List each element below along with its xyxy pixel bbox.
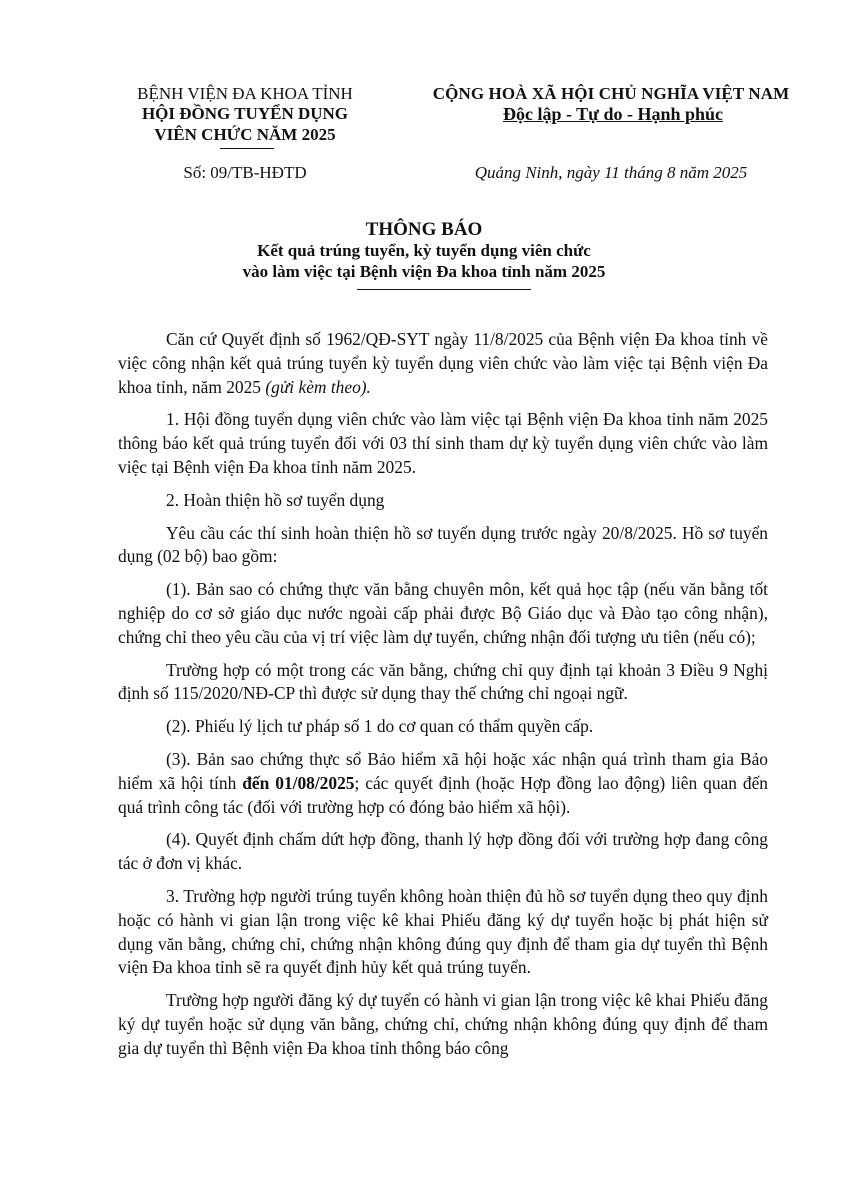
- document-body: [118, 328, 768, 1070]
- section-3-paragraph: 3. Trường hợp người trúng tuyển không hoàn thiện đủ hồ sơ tuyển dụng theo quy định hoặc có hành vi gian lận trong việc kê khai Phiếu đăng ký dự tuyển hoặc bị phát hiện sử dụng văn bằng, chứng chỉ, chứng nhận không đúng quy định để tham gia dự tuyển thì Bệnh viện Đa khoa tỉnh sẽ ra quyết định hủy kết quả trúng tuyển.: [118, 885, 768, 978]
- requirement-1-note: Trường hợp có một trong các văn bằng, chứng chỉ quy định tại khoản 3 Điều 9 Nghị định số 115/2020/NĐ-CP thì được sử dụng thay thế chứng chỉ ngoại ngữ.: [118, 659, 768, 704]
- attachment-note: (gửi kèm theo).: [265, 376, 371, 397]
- place-date: Quảng Ninh, ngày 11 tháng 8 năm 2025: [474, 163, 748, 182]
- document-subtitle-line2: vào làm việc tại Bệnh viện Đa khoa tỉnh năm 2025: [242, 262, 606, 281]
- document-title: THÔNG BÁO: [365, 219, 483, 240]
- legal-basis-paragraph: [118, 328, 768, 399]
- org-underline: [220, 148, 274, 149]
- title-underline: [357, 289, 531, 290]
- requirements-intro: Yêu cầu các thí sinh hoàn thiện hồ sơ tuyển dụng trước ngày 20/8/2025. Hồ sơ tuyển dụng (02 bộ) bao gồm:: [118, 522, 768, 567]
- requirement-4: (4). Quyết định chấm dứt hợp đồng, thanh lý hợp đồng đối với trường hợp đang công tác ở đơn vị khác.: [118, 829, 768, 874]
- fraud-paragraph: Trường hợp người đăng ký dự tuyển có hành vi gian lận trong việc kê khai Phiếu đăng ký dự tuyển hoặc sử dụng văn bằng, chứng chỉ, chứng nhận không đúng quy định để tham gia dự tuyển thì Bệnh viện Đa khoa tỉnh thông báo công: [118, 990, 768, 1058]
- requirement-3-text-b: ; các quyết định (hoặc Hợp đồng lao động) liên quan đến quá trình công tác (đối với trường hợp có đóng bảo hiểm xã hội).: [118, 772, 769, 817]
- requirement-1: (1). Bản sao có chứng thực văn bằng chuyên môn, kết quả học tập (nếu văn bằng tốt nghiệp do cơ sở giáo dục nước ngoài cấp phải được Bộ Giáo dục và Đào tạo công nhận), chứng chỉ theo yêu cầu của vị trí việc làm dự tuyển, chứng nhận đối tượng ưu tiên (nếu có);: [118, 579, 768, 647]
- requirement-2: (2). Phiếu lý lịch tư pháp số 1 do cơ quan có thẩm quyền cấp.: [166, 716, 594, 737]
- national-motto: Độc lập - Tự do - Hạnh phúc: [502, 104, 724, 124]
- document-number: Số: 09/TB-HĐTD: [183, 163, 307, 182]
- legal-basis-text: Căn cứ Quyết định số 1962/QĐ-SYT ngày 11/8/2025 của Bệnh viện Đa khoa tỉnh về việc công nhận kết quả trúng tuyển kỳ tuyển dụng viên chức vào làm việc tại Bệnh viện Đa khoa tỉnh, năm 2025: [118, 329, 768, 397]
- document-subtitle-line1: Kết quả trúng tuyển, kỳ tuyển dụng viên chức: [257, 241, 591, 260]
- section-2-heading: 2. Hoàn thiện hồ sơ tuyển dụng: [166, 489, 385, 510]
- org-name-line2: VIÊN CHỨC NĂM 2025: [154, 125, 336, 144]
- org-parent: BỆNH VIỆN ĐA KHOA TỈNH: [137, 84, 353, 103]
- requirement-3-deadline: đến 01/08/2025: [242, 772, 355, 793]
- section-1-paragraph: 1. Hội đồng tuyển dụng viên chức vào làm việc tại Bệnh viện Đa khoa tỉnh năm 2025 thông báo kết quả trúng tuyển đối với 03 thí sinh tham dự kỳ tuyển dụng viên chức vào làm việc tại Bệnh viện Đa khoa tỉnh năm 2025.: [118, 409, 768, 477]
- requirement-3-text-a: (3). Bản sao chứng thực sổ Bảo hiểm xã hội hoặc xác nhận quá trình tham gia Bảo hiểm xã hội tính: [118, 748, 768, 793]
- org-name-line1: HỘI ĐỒNG TUYỂN DỤNG: [141, 104, 349, 123]
- requirement-3: [118, 748, 768, 819]
- national-title: CỘNG HOÀ XÃ HỘI CHỦ NGHĨA VIỆT NAM: [432, 84, 790, 103]
